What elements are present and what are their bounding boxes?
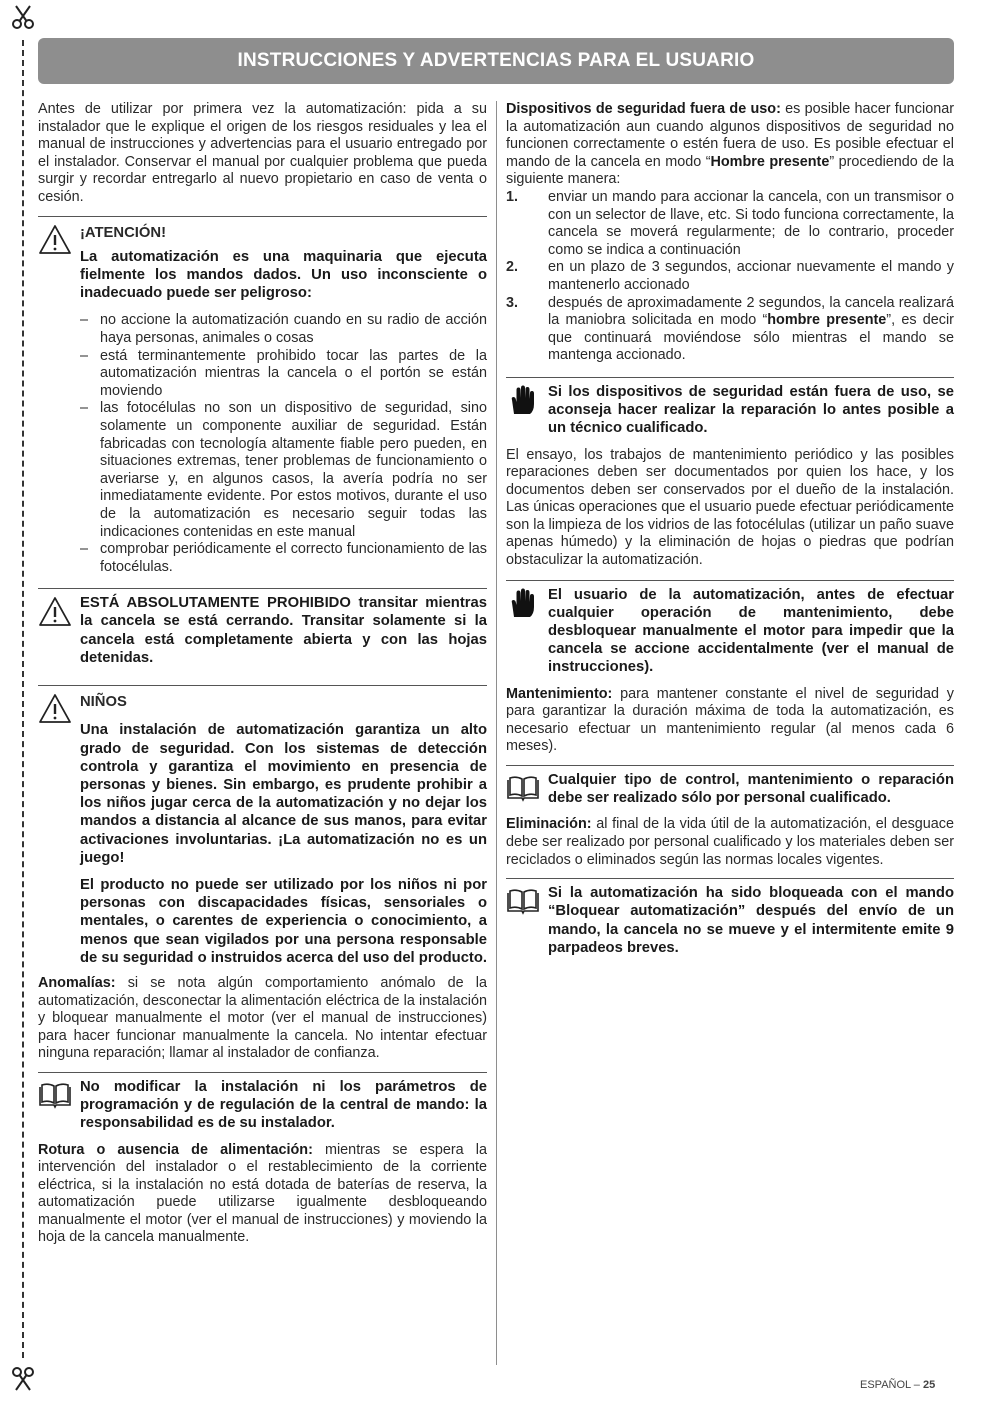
anomalies-paragraph (38, 975, 487, 1063)
control-notice (506, 765, 954, 807)
list-item: – no accione la automatización cuando en su radio de acción haya personas, animales o cosas (80, 312, 487, 347)
attention-text: La automatización es una maquinaria que ejecuta fielmente los mandos dados. Un uso inconsciente o inadecuado puede ser peligroso: (80, 248, 487, 302)
blocked-text: Si la automatización ha sido bloqueada con el mando “Bloquear automatización” después del envío de un mando, la cancela no se mueve y el intermitente emite 9 parpadeos breves. (548, 885, 954, 956)
intro-paragraph: Antes de utilizar por primera vez la automatización: pida a su instalador que le explique el origen de los riesgos residuales y lea el manual de instrucciones y advertencias para el usuario entregado por el instalador. Conservar el manual por cualquier problema que pueda surgir y recordar entregarlo al nuevo propietario en caso de venta o cesión. (38, 101, 487, 205)
maintenance-paragraph (506, 686, 954, 756)
children-paragraph-2: El producto no puede ser utilizado por los niños ni por personas con discapacidades físicas, sensoriales o mentales, o carentes de experiencia o conocimiento, a menos que sean vigilados por una persona responsable de su seguridad o instruidos acerca del uso del producto. (80, 876, 487, 966)
page-number: 25 (922, 1379, 936, 1391)
prohibited-text: ESTÁ ABSOLUTAMENTE PROHIBIDO transitar mientras la cancela se está cerrando. Transitar solamente si la cancela está completamente abierta y con las hojas detenidas. (80, 595, 487, 666)
step-item (506, 259, 954, 294)
safety-off-text-1: es posible hacer funcionar la automatización aun cuando algunos dispositivos de seguridad no funcionen correctamente o estén fuera de uso. Es posible efectuar el mando de la cancela en modo “ (506, 101, 955, 170)
anomalies-text: si se nota algún comportamiento anómalo de la automatización, desconectar la alimentación eléctrica de la instalación y bloquear manualmente el motor (ver el manual de instrucciones) para hacer funcionar manualmente la cancela. No intentar efectuar ninguna reparación; llamar al instalador de confianza. (38, 974, 487, 1062)
repair-text: Si los dispositivos de seguridad están fuera de uso, se aconseja hacer realizar la reparación lo antes posible a un técnico cualificado. (548, 383, 954, 437)
step-text: ”, es decir que continuará moviéndose sólo mientras el mando se mantenga accionado. (548, 312, 954, 364)
warning-list (80, 312, 487, 576)
page-footer (860, 1379, 935, 1391)
warning-triangle-icon (38, 595, 72, 629)
warning-triangle-icon (38, 223, 72, 257)
children-title: NIÑOS (80, 694, 127, 711)
safety-off-paragraph (506, 101, 954, 189)
right-column (506, 101, 954, 957)
blocked-notice (506, 878, 954, 957)
cut-line (22, 40, 24, 1358)
attention-title: ¡ATENCIÓN! (80, 224, 167, 241)
control-text: Cualquier tipo de control, mantenimiento o reparación debe ser realizado sólo por personal cualificado. (548, 772, 954, 807)
maintenance-label: Mantenimiento: (506, 685, 613, 702)
step-number: 3. (506, 294, 519, 311)
safety-off-label: Dispositivos de seguridad fuera de uso: (506, 101, 781, 117)
left-column (38, 101, 487, 1247)
safety-off-bold: Hombre presente (710, 153, 830, 170)
unlock-text: El usuario de la automatización, antes de efectuar cualquier operación de mantenimiento, debe desbloquear manualmente el motor para impedir que la cancela se accione accidentalmente (ver el manual de instrucciones). (548, 586, 954, 676)
warning-triangle-icon (38, 692, 72, 726)
step-text: después de aproximadamente 2 segundos, la cancela realizará la maniobra solicitada en modo “ (548, 294, 954, 329)
disposal-label: Eliminación: (506, 816, 592, 833)
column-divider (496, 101, 497, 1365)
scissors-icon (10, 1366, 36, 1392)
no-modify-text: No modificar la instalación ni los parámetros de programación y de regulación de la central de mando: la responsabilidad es de su instalador. (80, 1078, 487, 1132)
hand-stop-icon (506, 384, 540, 418)
prohibited-notice (38, 588, 487, 667)
manual-book-icon (506, 772, 540, 806)
page-title: INSTRUCCIONES Y ADVERTENCIAS PARA EL USUARIO (237, 50, 755, 71)
manual-book-icon (38, 1079, 72, 1113)
step-item (506, 295, 954, 365)
attention-notice (38, 216, 487, 577)
children-notice (38, 685, 487, 967)
anomalies-label: Anomalías: (38, 974, 116, 991)
step-text: en un plazo de 3 segundos, accionar nuevamente el mando y mantenerlo accionado (548, 259, 954, 293)
unlock-notice (506, 580, 954, 677)
step-item (506, 189, 954, 259)
hand-stop-icon (506, 587, 540, 621)
disposal-text: al final de la vida útil de la automatización, el desguace debe ser realizado por personal cualificado y los materiales deben ser reciclados o eliminados según las normas locales vigentes. (506, 816, 954, 868)
step-bold: hombre presente (767, 312, 887, 329)
power-paragraph (38, 1142, 487, 1248)
step-number: 2. (506, 259, 519, 276)
children-paragraph-1: Una instalación de automatización garantiza un alto grado de seguridad. Con los sistemas de detección controla y garantiza el movimiento en presencia de personas y bienes. Sin embargo, es prudente prohibir a los niños jugar cerca de la automatización y no dejar los mandos a distancia al alcance de sus manos, para evitar activaciones involuntarias. ¡La automatización no es un juego! (80, 722, 487, 866)
step-text: enviar un mando para accionar la cancela, con un transmisor o con un selector de llave, etc. Si todo funciona correctamente, la cancela se moverá regularmente; de lo contrario, proceder como se indica a continuación (548, 188, 954, 258)
step-number: 1. (506, 188, 519, 205)
list-item: – comprobar periódicamente el correcto funcionamiento de las fotocélulas. (80, 541, 487, 576)
safety-off-text-2: ” procediendo de la siguiente manera: (506, 153, 954, 188)
footer-language: ESPAÑOL – (860, 1379, 923, 1391)
power-text: mientras se espera la intervención del instalador o el restablecimiento de la corriente eléctrica, si la instalación no está dotada de baterías de reserva, la automatización puede utilizarse igualmente desbloqueando manualmente el motor (ver el manual de instrucciones) y moviendo la hoja de la cancela manualmente. (38, 1141, 487, 1246)
no-modify-notice (38, 1072, 487, 1133)
scissors-icon (10, 4, 36, 30)
steps-list (506, 189, 954, 365)
list-item: – está terminantemente prohibido tocar las partes de la automatización mientras la cancela o el portón se están moviendo (80, 348, 487, 401)
testing-paragraph: El ensayo, los trabajos de mantenimiento periódico y las posibles reparaciones deben ser documentados por quien los hace, y los documentos deben ser conservados por el dueño de la instalación. Las únicas operaciones que el usuario puede efectuar periódicamente son la limpieza de los vidrios de las fotocélulas (utilizar un paño suave apenas húmedo) y la eliminación de hojas o piedras que podrían obstaculizar la automatización. (506, 446, 955, 569)
manual-book-icon (506, 885, 540, 919)
power-label: Rotura o ausencia de alimentación: (38, 1141, 313, 1158)
disposal-paragraph (506, 816, 954, 869)
list-item: – las fotocélulas no son un dispositivo de seguridad, sino solamente un componente auxiliar de seguridad. Están fabricadas con tecnología altamente fiable pero pueden, en situaciones extremas, tener problemas de funcionamiento o averiarse y, en algunos casos, la avería podría no ser inmediatamente evidente. Por estos motivos, durante el uso de la automatización es necesario seguir todas las indicaciones contenidas en este manual (80, 400, 487, 541)
maintenance-text: para mantener constante el nivel de seguridad y para garantizar la duración máxima de toda la automatización, es necesario efectuar un mantenimiento regular (al menos cada 6 meses). (506, 685, 954, 755)
repair-notice (506, 377, 954, 438)
page-title-banner (38, 38, 954, 84)
